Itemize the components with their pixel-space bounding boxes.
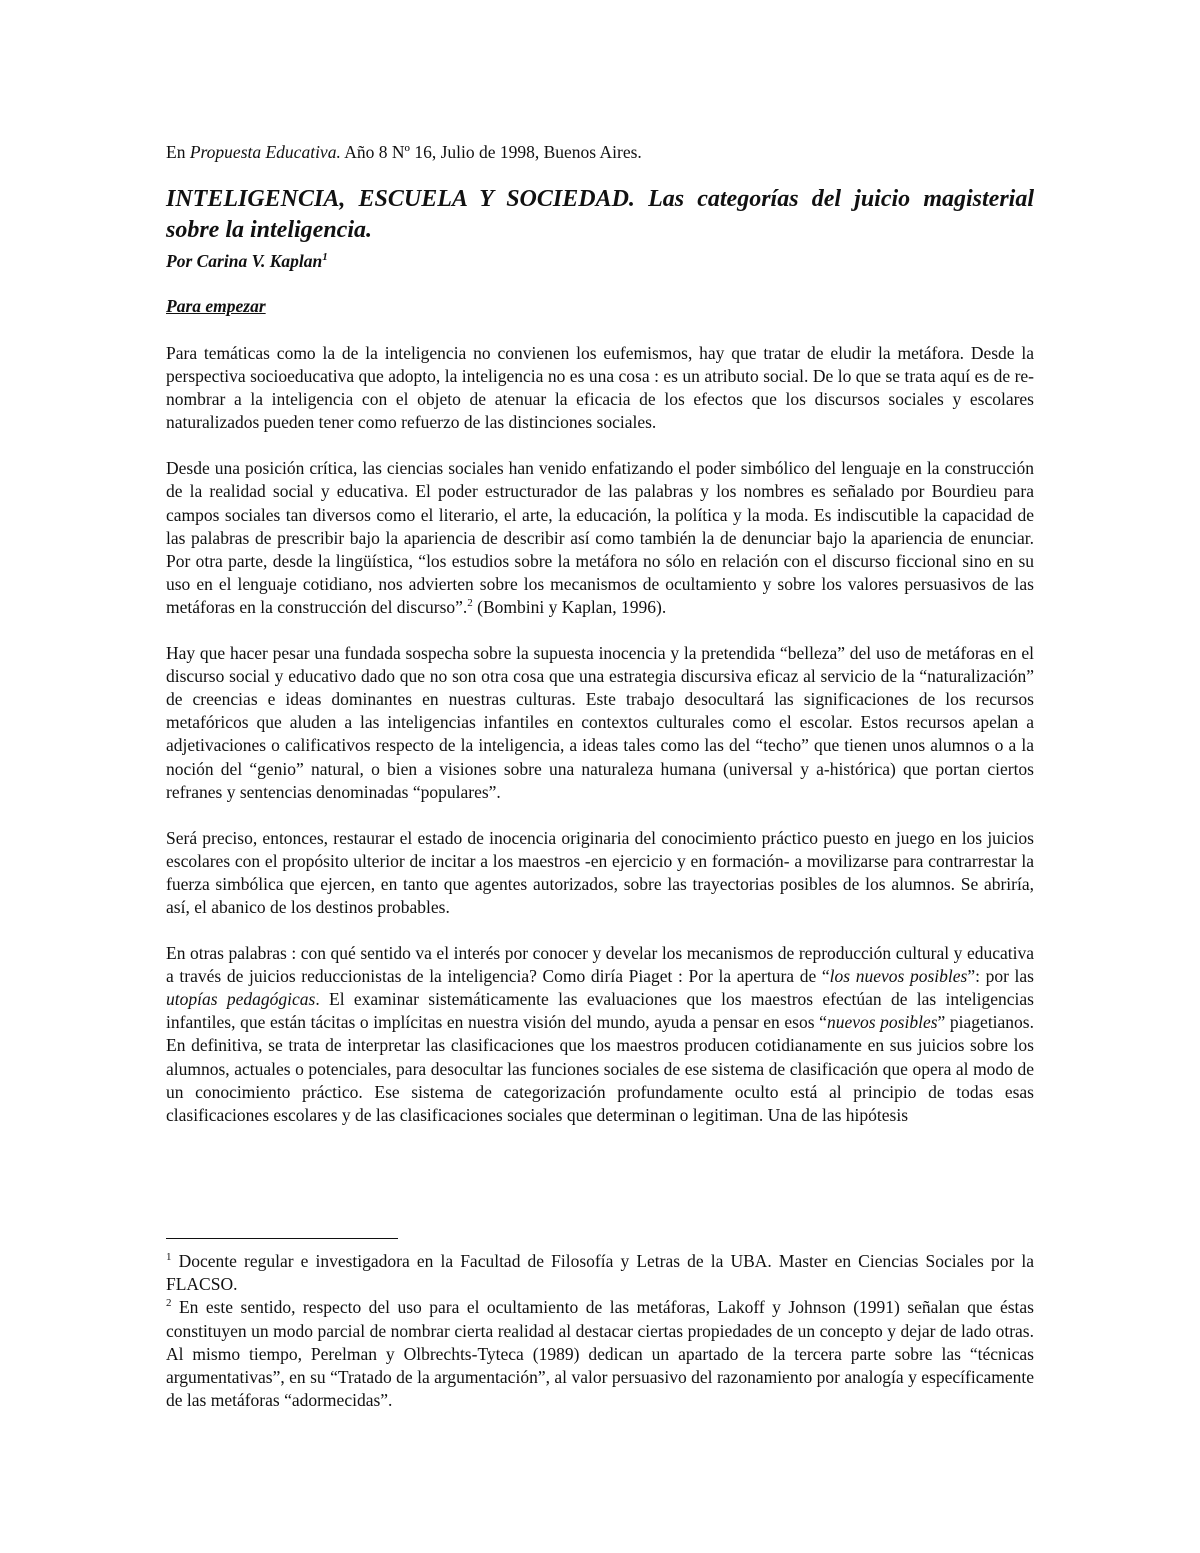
footnote-2 [166,1296,1034,1412]
author-line [166,248,1034,274]
paragraph-4: Será preciso, entonces, restaurar el estado de inocencia originaria del conocimiento práctico puesto en juego en los juicios escolares con el propósito ulterior de incitar a los maestros -en ejercicio y en formación- a movilizarse para contrarrestar la fuerza simbólica que ejercen, en tanto que agentes autorizados, sobre las trayectorias posibles de los alumnos. Se abriría, así, el abanico de los destinos probables. [166,827,1034,917]
paragraph-2-citation: (Bombini y Kaplan, 1996). [472,596,667,617]
footnote-text: En este sentido, respecto del uso para el ocultamiento de las metáforas, Lakoff y Johnson (1991) señalan que éstas constituyen un modo parcial de nombrar cierta realidad al destacar ciertas propiedades de un concepto y dejar de lado otras. Al mismo tiempo, Perelman y Olbrechts-Tyteca (1989) dedican un apartado de la tercera parte sobre las “técnicas argumentativas”, en su “Tratado de la argumentación”, al valor persuasivo del razonamiento por analogía y específicamente de las metáforas “adormecidas”. [166,1297,1034,1411]
citation-details: Año 8 Nº 16, Julio de 1998, Buenos Aires. [340,142,642,162]
section-heading: Para empezar [166,296,266,316]
paragraph-2-text: Desde una posición crítica, las ciencias sociales han venido enfatizando el poder simbólico del lenguaje en la construcción de la realidad social y educativa. El poder estructurador de las palabras y los nombres es señalado por Bourdieu para campos sociales tan diversos como el literario, el arte, la educación, la política y la moda. Es indiscutible la capacidad de las palabras de prescribir bajo la apariencia de describir así como también la de denunciar bajo la apariencia de enunciar. Por otra parte, desde la lingüística, “los estudios sobre la metáfora no sólo en relación con el discurso ficcional sino en su uso en el lenguaje cotidiano, nos advierten sobre los mecanismos de ocultamiento y sobre los valores persuasivos de las metáforas en la construcción del discurso”. [166,458,1034,617]
footnote-ref-1[interactable]: 1 [322,251,328,264]
footnote-text: Docente regular e investigadora en la Facultad de Filosofía y Letras de la UBA. Master en Ciencias Sociales por la FLACSO. [166,1251,1034,1295]
paragraph-2 [166,457,1034,619]
journal-name: Propuesta Educativa. [189,142,341,162]
citation-prefix: En [166,142,190,162]
paragraph-3: Hay que hacer pesar una fundada sospecha sobre la supuesta inocencia y la pretendida “belleza” del uso de metáforas en el discurso social y educativo dado que no son otra cosa que una estrategia discursiva eficaz al servicio de la “naturalización” de creencias e ideas dominantes en nuestras culturas. Este trabajo desocultará las significaciones de los recursos metafóricos que aluden a las inteligencias infantiles en contextos culturales como el escolar. Estos recursos apelan a adjetivaciones o calificativos respecto de la inteligencia, a ideas tales como las del “techo” que tienen unos alumnos o a la noción del “genio” natural, o bien a visiones sobre una naturaleza humana (universal y a-histórica) que portan ciertos refranes y sentencias denominadas “populares”. [166,643,1034,802]
footnote-separator [166,1238,398,1239]
footnote-ref-2[interactable]: 2 [467,597,473,610]
footnote-mark: 1 [166,1251,172,1264]
emphasis-nuevos-posibles: los nuevos posibles [829,966,968,987]
publication-citation [166,140,1034,164]
paragraph-5-text-c: . El examinar sistemáticamente las evaluaciones que los maestros efectúan de las inteligencias infantiles, que están tácitas o implícitas en nuestra visión del mundo, ayuda a pensar en esos “ [166,989,1034,1033]
paragraph-5-text-a: En otras palabras : con qué sentido va el interés por conocer y develar los mecanismos de reproducción cultural y educativa a través de juicios reduccionistas de la inteligencia? Como diría Piaget : Por la apertura de “ [166,943,1034,987]
paragraph-1: Para temáticas como la de la inteligencia no convienen los eufemismos, hay que tratar de eludir la metáfora. Desde la perspectiva socioeducativa que adopto, la inteligencia no es una cosa : es un atributo social. De lo que se trata aquí es de re-nombrar a la inteligencia con el objeto de atenuar la eficacia de los efectos que los discursos sociales y escolares naturalizados pueden tener como refuerzo de las distinciones sociales. [166,343,1034,433]
footnote-mark: 2 [166,1297,172,1310]
emphasis-utopias: utopías pedagógicas [166,989,316,1010]
author-name: Por Carina V. Kaplan [166,251,323,271]
emphasis-nuevos-posibles-2: nuevos posibles [826,1012,938,1033]
paragraph-5 [166,942,1034,1127]
footnote-1 [166,1250,1034,1296]
document-page [166,140,1034,1127]
paragraph-5-text-b: ”: por las [967,966,1034,987]
article-title: INTELIGENCIA, ESCUELA Y SOCIEDAD. Las categorías del juicio magisterial sobre la inteligencia. [166,186,1034,243]
footnotes [166,1250,1034,1412]
paragraph-5-text-d: ” piagetianos. En definitiva, se trata de interpretar las clasificaciones que los maestros producen cotidianamente en sus juicios sobre los alumnos, actuales o potenciales, para desocultar las funciones sociales de ese sistema de clasificación que opera al modo de un conocimiento práctico. Ese sistema de categorización profundamente oculto está al principio de todas esas clasificaciones escolares y de las clasificaciones sociales que determinan o legitiman. Una de las hipótesis [166,1012,1034,1125]
